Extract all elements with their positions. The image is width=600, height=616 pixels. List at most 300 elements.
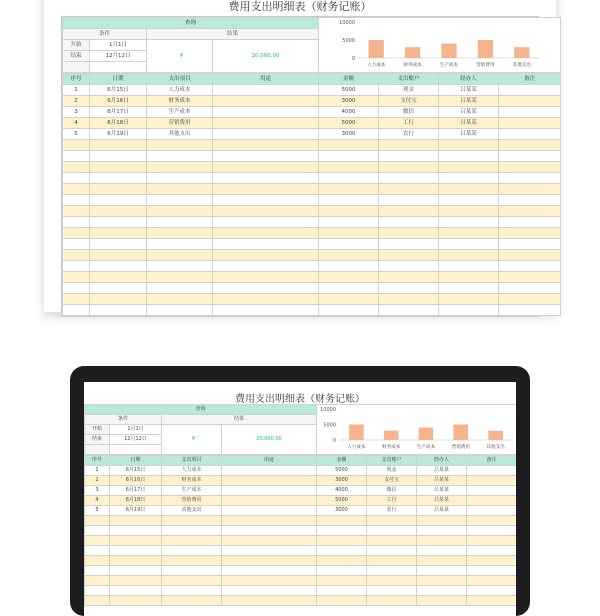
empty-cell[interactable] (317, 586, 367, 596)
table-cell[interactable]: 6月16日 (90, 96, 147, 107)
table-cell[interactable]: 5 (85, 506, 110, 516)
empty-cell[interactable] (213, 140, 319, 151)
empty-cell[interactable] (213, 184, 319, 195)
empty-cell[interactable] (379, 217, 439, 228)
empty-cell[interactable] (222, 566, 317, 576)
empty-cell[interactable] (85, 536, 110, 546)
empty-cell[interactable] (319, 184, 379, 195)
empty-cell[interactable] (213, 239, 319, 250)
empty-cell[interactable] (319, 217, 379, 228)
empty-cell[interactable] (63, 261, 90, 272)
empty-cell[interactable] (90, 206, 147, 217)
table-cell[interactable]: 5000 (319, 85, 379, 96)
empty-cell[interactable] (147, 261, 213, 272)
empty-cell[interactable] (379, 239, 439, 250)
empty-cell[interactable] (213, 294, 319, 305)
table-cell[interactable]: 微信 (379, 107, 439, 118)
empty-cell[interactable] (110, 526, 162, 536)
table-cell[interactable] (213, 85, 319, 96)
table-cell[interactable]: 微信 (367, 486, 417, 496)
start-date-input[interactable]: 1月1日 (110, 425, 162, 435)
table-cell[interactable] (213, 129, 319, 140)
empty-cell[interactable] (213, 206, 319, 217)
empty-cell[interactable] (85, 546, 110, 556)
table-cell[interactable]: 吕某某 (417, 466, 467, 476)
empty-cell[interactable] (90, 151, 147, 162)
table-cell[interactable]: 6月15日 (110, 466, 162, 476)
table-cell[interactable]: 6月15日 (90, 85, 147, 96)
empty-cell[interactable] (317, 556, 367, 566)
empty-cell[interactable] (63, 305, 90, 316)
table-cell[interactable]: 1 (85, 466, 110, 476)
empty-cell[interactable] (417, 526, 467, 536)
table-cell[interactable]: 5000 (319, 118, 379, 129)
empty-cell[interactable] (162, 566, 222, 576)
empty-cell[interactable] (317, 526, 367, 536)
empty-cell[interactable] (319, 228, 379, 239)
empty-cell[interactable] (319, 250, 379, 261)
empty-cell[interactable] (439, 206, 499, 217)
empty-cell[interactable] (85, 556, 110, 566)
table-cell[interactable]: 其他支出 (162, 506, 222, 516)
empty-cell[interactable] (319, 140, 379, 151)
empty-cell[interactable] (499, 283, 561, 294)
table-row (85, 506, 517, 516)
empty-cell[interactable] (439, 272, 499, 283)
table-cell[interactable]: 人力成本 (147, 85, 213, 96)
empty-cell[interactable] (319, 162, 379, 173)
empty-cell[interactable] (499, 151, 561, 162)
table-cell[interactable]: 吕某某 (417, 496, 467, 506)
table-cell[interactable] (222, 476, 317, 486)
table-cell[interactable]: 现金 (367, 466, 417, 476)
empty-cell[interactable] (90, 217, 147, 228)
table-cell[interactable]: 支付宝 (379, 96, 439, 107)
empty-cell[interactable] (162, 546, 222, 556)
empty-cell[interactable] (110, 576, 162, 586)
bar (384, 431, 399, 440)
empty-cell[interactable] (439, 162, 499, 173)
table-cell[interactable] (499, 85, 561, 96)
table-cell[interactable]: 6月19日 (110, 506, 162, 516)
empty-cell[interactable] (319, 206, 379, 217)
column-header-row (85, 456, 517, 466)
column-header: 日期 (90, 74, 147, 85)
empty-cell[interactable] (213, 195, 319, 206)
empty-cell[interactable] (85, 576, 110, 586)
empty-cell[interactable] (147, 184, 213, 195)
empty-cell[interactable] (367, 516, 417, 526)
table-cell[interactable]: 4000 (317, 486, 367, 496)
table-cell[interactable]: 3000 (317, 476, 367, 486)
table-cell[interactable] (213, 96, 319, 107)
table-cell[interactable]: 5000 (317, 466, 367, 476)
empty-cell[interactable] (213, 162, 319, 173)
empty-row (85, 566, 517, 576)
expense-bar-chart (336, 18, 544, 68)
table-cell[interactable]: 6月19日 (90, 129, 147, 140)
table-cell[interactable]: 吕某某 (439, 118, 499, 129)
empty-cell[interactable] (439, 261, 499, 272)
empty-cell[interactable] (439, 184, 499, 195)
table-cell[interactable] (467, 476, 517, 486)
empty-cell[interactable] (467, 566, 517, 576)
empty-cell[interactable] (162, 536, 222, 546)
empty-cell[interactable] (499, 272, 561, 283)
table-cell[interactable]: 2 (63, 96, 90, 107)
empty-cell[interactable] (467, 546, 517, 556)
column-header: 备注 (467, 456, 517, 466)
empty-cell[interactable] (63, 162, 90, 173)
table-cell[interactable] (222, 496, 317, 506)
empty-cell[interactable] (222, 526, 317, 536)
end-date-input[interactable]: 12月12日 (110, 435, 162, 445)
empty-cell[interactable] (439, 239, 499, 250)
empty-cell[interactable] (213, 217, 319, 228)
empty-cell[interactable] (147, 173, 213, 184)
end-label: 结束 (85, 435, 110, 445)
table-cell[interactable]: 生产成本 (147, 107, 213, 118)
empty-cell[interactable] (90, 305, 147, 316)
table-cell[interactable]: 吕某某 (417, 506, 467, 516)
empty-cell[interactable] (439, 283, 499, 294)
empty-cell[interactable] (317, 566, 367, 576)
empty-cell[interactable] (90, 294, 147, 305)
table-cell[interactable]: 农行 (379, 129, 439, 140)
empty-cell[interactable] (147, 239, 213, 250)
empty-cell[interactable] (439, 195, 499, 206)
empty-cell[interactable] (147, 162, 213, 173)
empty-cell[interactable] (63, 294, 90, 305)
table-cell[interactable]: 6月16日 (110, 476, 162, 486)
empty-cell[interactable] (439, 228, 499, 239)
empty-cell[interactable] (85, 516, 110, 526)
table-cell[interactable]: 营销费用 (147, 118, 213, 129)
empty-cell[interactable] (90, 239, 147, 250)
empty-cell[interactable] (162, 596, 222, 606)
empty-cell[interactable] (85, 596, 110, 606)
empty-cell[interactable] (222, 576, 317, 586)
table-cell[interactable]: 5000 (317, 496, 367, 506)
empty-cell[interactable] (90, 283, 147, 294)
empty-cell[interactable] (63, 195, 90, 206)
table-cell[interactable] (222, 466, 317, 476)
table-cell[interactable]: 其他支出 (147, 129, 213, 140)
empty-cell[interactable] (379, 283, 439, 294)
empty-cell[interactable] (417, 516, 467, 526)
table-cell[interactable]: 吕某某 (417, 486, 467, 496)
empty-cell[interactable] (85, 526, 110, 536)
empty-cell[interactable] (379, 261, 439, 272)
empty-cell[interactable] (63, 217, 90, 228)
empty-cell[interactable] (110, 586, 162, 596)
empty-cell[interactable] (110, 596, 162, 606)
empty-cell[interactable] (147, 305, 213, 316)
empty-cell[interactable] (147, 206, 213, 217)
empty-cell[interactable] (317, 546, 367, 556)
empty-cell[interactable] (63, 173, 90, 184)
empty-cell[interactable] (162, 516, 222, 526)
table-cell[interactable]: 吕某某 (439, 107, 499, 118)
empty-cell[interactable] (63, 250, 90, 261)
empty-cell[interactable] (90, 162, 147, 173)
table-cell[interactable] (467, 506, 517, 516)
empty-cell[interactable] (379, 195, 439, 206)
table-cell[interactable]: 工行 (379, 118, 439, 129)
empty-cell[interactable] (379, 173, 439, 184)
empty-cell[interactable] (467, 576, 517, 586)
empty-cell[interactable] (110, 566, 162, 576)
empty-cell[interactable] (63, 206, 90, 217)
empty-cell[interactable] (417, 556, 467, 566)
table-cell[interactable]: 4 (63, 118, 90, 129)
empty-cell[interactable] (213, 283, 319, 294)
table-cell[interactable]: 2 (85, 476, 110, 486)
empty-cell[interactable] (63, 184, 90, 195)
empty-cell[interactable] (379, 272, 439, 283)
empty-cell[interactable] (317, 576, 367, 586)
empty-cell[interactable] (222, 516, 317, 526)
empty-cell[interactable] (85, 586, 110, 596)
empty-cell[interactable] (499, 195, 561, 206)
empty-cell[interactable] (467, 536, 517, 546)
empty-cell[interactable] (162, 526, 222, 536)
empty-cell[interactable] (162, 576, 222, 586)
table-cell[interactable]: 财务成本 (162, 476, 222, 486)
empty-cell[interactable] (213, 250, 319, 261)
empty-cell[interactable] (213, 173, 319, 184)
empty-cell[interactable] (499, 239, 561, 250)
table-cell[interactable]: 支付宝 (367, 476, 417, 486)
empty-cell[interactable] (467, 556, 517, 566)
table-cell[interactable]: 工行 (367, 496, 417, 506)
table-cell[interactable] (222, 486, 317, 496)
empty-cell[interactable] (499, 305, 561, 316)
table-cell[interactable]: 4 (85, 496, 110, 506)
empty-cell[interactable] (379, 305, 439, 316)
empty-cell[interactable] (417, 596, 467, 606)
table-cell[interactable] (467, 466, 517, 476)
table-cell[interactable]: 3 (85, 486, 110, 496)
empty-cell[interactable] (63, 140, 90, 151)
table-cell[interactable]: 3000 (319, 96, 379, 107)
table-cell[interactable]: 6月18日 (90, 118, 147, 129)
empty-cell[interactable] (499, 294, 561, 305)
empty-cell[interactable] (90, 272, 147, 283)
empty-cell[interactable] (379, 162, 439, 173)
table-cell[interactable]: 6月17日 (90, 107, 147, 118)
empty-cell[interactable] (213, 261, 319, 272)
empty-cell[interactable] (147, 140, 213, 151)
y-tick-label: 0 (351, 56, 355, 62)
empty-cell[interactable] (319, 294, 379, 305)
empty-cell[interactable] (162, 586, 222, 596)
empty-cell[interactable] (213, 151, 319, 162)
table-cell[interactable]: 1 (63, 85, 90, 96)
column-header: 经办人 (417, 456, 467, 466)
empty-cell[interactable] (162, 556, 222, 566)
table-cell[interactable] (467, 486, 517, 496)
empty-cell[interactable] (319, 305, 379, 316)
table-cell[interactable]: 人力成本 (162, 466, 222, 476)
empty-cell[interactable] (499, 217, 561, 228)
table-cell[interactable]: 吕某某 (417, 476, 467, 486)
empty-cell[interactable] (439, 250, 499, 261)
empty-cell[interactable] (467, 596, 517, 606)
empty-cell[interactable] (379, 294, 439, 305)
empty-cell[interactable] (319, 239, 379, 250)
table-cell[interactable]: 6月18日 (110, 496, 162, 506)
empty-cell[interactable] (90, 140, 147, 151)
table-cell[interactable] (499, 107, 561, 118)
table-cell[interactable] (222, 506, 317, 516)
empty-cell[interactable] (379, 151, 439, 162)
empty-cell[interactable] (319, 261, 379, 272)
empty-cell[interactable] (379, 228, 439, 239)
empty-cell[interactable] (90, 250, 147, 261)
table-cell[interactable]: 生产成本 (162, 486, 222, 496)
empty-cell[interactable] (90, 195, 147, 206)
table-cell[interactable] (213, 118, 319, 129)
empty-cell[interactable] (367, 596, 417, 606)
start-date-input[interactable]: 1月1日 (90, 40, 147, 51)
empty-cell[interactable] (147, 217, 213, 228)
empty-cell[interactable] (85, 566, 110, 576)
empty-cell[interactable] (317, 516, 367, 526)
empty-cell[interactable] (63, 228, 90, 239)
table-cell[interactable]: 6月17日 (110, 486, 162, 496)
bar (368, 40, 383, 58)
empty-cell[interactable] (90, 173, 147, 184)
table-cell[interactable]: 吕某某 (439, 96, 499, 107)
empty-cell[interactable] (63, 283, 90, 294)
empty-cell[interactable] (317, 596, 367, 606)
table-cell[interactable]: 4000 (319, 107, 379, 118)
table-cell[interactable] (213, 107, 319, 118)
column-header: 序号 (85, 456, 110, 466)
table-cell[interactable]: 营销费用 (162, 496, 222, 506)
empty-cell[interactable] (367, 546, 417, 556)
empty-cell[interactable] (439, 294, 499, 305)
table-cell[interactable] (499, 129, 561, 140)
empty-cell[interactable] (319, 151, 379, 162)
table-cell[interactable] (499, 96, 561, 107)
empty-cell[interactable] (499, 261, 561, 272)
empty-cell[interactable] (417, 576, 467, 586)
empty-cell[interactable] (367, 566, 417, 576)
empty-cell[interactable] (379, 206, 439, 217)
empty-cell[interactable] (499, 140, 561, 151)
empty-cell[interactable] (439, 217, 499, 228)
empty-cell[interactable] (147, 228, 213, 239)
empty-cell[interactable] (110, 536, 162, 546)
empty-cell[interactable] (367, 586, 417, 596)
empty-cell[interactable] (417, 536, 467, 546)
empty-cell[interactable] (367, 556, 417, 566)
empty-cell[interactable] (439, 151, 499, 162)
empty-cell[interactable] (63, 151, 90, 162)
empty-cell[interactable] (499, 184, 561, 195)
empty-cell[interactable] (467, 526, 517, 536)
empty-cell[interactable] (147, 250, 213, 261)
empty-cell[interactable] (222, 536, 317, 546)
table-cell[interactable] (467, 496, 517, 506)
empty-cell[interactable] (317, 536, 367, 546)
empty-cell[interactable] (467, 516, 517, 526)
empty-cell[interactable] (63, 272, 90, 283)
empty-cell[interactable] (417, 566, 467, 576)
empty-cell[interactable] (90, 184, 147, 195)
empty-cell[interactable] (63, 239, 90, 250)
empty-cell[interactable] (319, 283, 379, 294)
table-cell[interactable]: 现金 (379, 85, 439, 96)
empty-row (63, 140, 561, 151)
empty-row (85, 536, 517, 546)
empty-cell[interactable] (222, 586, 317, 596)
empty-cell[interactable] (319, 272, 379, 283)
empty-cell[interactable] (147, 294, 213, 305)
table-cell[interactable]: 3000 (317, 506, 367, 516)
table-cell[interactable]: 3 (63, 107, 90, 118)
table-cell[interactable]: 财务成本 (147, 96, 213, 107)
table-cell[interactable]: 吕某某 (439, 129, 499, 140)
empty-cell[interactable] (319, 173, 379, 184)
empty-cell[interactable] (110, 556, 162, 566)
empty-cell[interactable] (379, 250, 439, 261)
empty-cell[interactable] (147, 272, 213, 283)
table-cell[interactable]: 3000 (319, 129, 379, 140)
end-date-input[interactable]: 12月12日 (90, 51, 147, 62)
empty-cell[interactable] (213, 272, 319, 283)
empty-cell[interactable] (379, 184, 439, 195)
empty-cell[interactable] (110, 546, 162, 556)
table-cell[interactable]: 5 (63, 129, 90, 140)
empty-cell[interactable] (439, 173, 499, 184)
empty-cell[interactable] (110, 516, 162, 526)
empty-cell[interactable] (90, 261, 147, 272)
empty-cell[interactable] (367, 526, 417, 536)
empty-cell[interactable] (439, 305, 499, 316)
empty-cell[interactable] (499, 162, 561, 173)
empty-cell[interactable] (222, 556, 317, 566)
empty-cell[interactable] (147, 151, 213, 162)
table-cell[interactable]: 吕某某 (439, 85, 499, 96)
empty-cell[interactable] (90, 228, 147, 239)
empty-cell[interactable] (222, 546, 317, 556)
empty-cell[interactable] (222, 596, 317, 606)
empty-cell[interactable] (367, 536, 417, 546)
empty-cell[interactable] (367, 576, 417, 586)
empty-cell[interactable] (499, 228, 561, 239)
table-row (85, 466, 517, 476)
empty-cell[interactable] (147, 195, 213, 206)
sheet-title: 费用支出明细表（财务记账） (228, 0, 372, 13)
empty-cell[interactable] (467, 586, 517, 596)
empty-cell[interactable] (499, 206, 561, 217)
empty-cell[interactable] (417, 546, 467, 556)
empty-cell[interactable] (499, 250, 561, 261)
empty-cell[interactable] (499, 173, 561, 184)
empty-cell[interactable] (379, 140, 439, 151)
empty-cell[interactable] (213, 228, 319, 239)
empty-cell[interactable] (439, 140, 499, 151)
table-cell[interactable] (499, 118, 561, 129)
empty-cell[interactable] (147, 283, 213, 294)
table-cell[interactable]: 农行 (367, 506, 417, 516)
empty-cell[interactable] (213, 305, 319, 316)
empty-cell[interactable] (417, 586, 467, 596)
empty-cell[interactable] (319, 195, 379, 206)
